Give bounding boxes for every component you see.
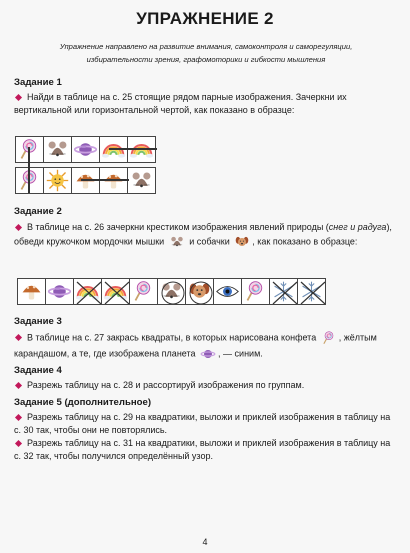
task5-instruction: Разрежь таблицу на с. 29 на квадратики, выложи и приклей изображения в таблицу на с. 30 так, чтобы они не повторялись. (14, 412, 391, 435)
dog-icon (232, 234, 252, 250)
lollipop-icon (129, 278, 158, 305)
task2-text-part: В таблице на с. 26 зачеркни крестиком изображения явлений природы ( (27, 222, 329, 232)
task4-text (14, 379, 396, 392)
task2-text (14, 221, 396, 250)
bullet-icon (15, 94, 22, 101)
bullet-icon (15, 440, 22, 447)
task1-instruction: Найди в таблице на с. 25 стоящие рядом парные изображения. Зачеркни их вертикальной или горизонтальной чертой, как показано в образце: (14, 92, 347, 115)
task3-text-part: В таблице на с. 27 закрась квадраты, в которых нарисована конфета (27, 332, 317, 343)
subtitle-line: избирательности зрения, графомоторики и гибкости мышления (86, 55, 326, 64)
mouse-icon (157, 278, 186, 305)
planet-icon (71, 136, 100, 163)
task4-instruction: Разрежь таблицу на с. 28 и рассортируй изображения по группам. (27, 380, 305, 390)
snowflake-icon (269, 278, 298, 305)
task1-text (14, 91, 396, 117)
task2-text-part: , как показано в образце: (252, 236, 358, 247)
task3-text-part: , — синим. (218, 348, 263, 359)
dog-icon (185, 278, 214, 305)
mushroom-icon (17, 278, 46, 305)
task2-sample-row (17, 278, 325, 305)
task2-heading: Задание 2 (14, 206, 62, 217)
page-subtitle (28, 40, 384, 66)
task1-sample-row-1 (15, 136, 155, 163)
bullet-icon (15, 382, 22, 389)
strike-line (109, 148, 157, 150)
lollipop-icon (319, 330, 339, 346)
task5-text-2 (14, 437, 396, 463)
task2-text-part: и собачки (189, 236, 230, 247)
task5-heading: Задание 5 (дополнительное) (14, 397, 152, 408)
bullet-icon (15, 224, 22, 231)
lollipop-icon (241, 278, 270, 305)
bullet-icon (15, 414, 22, 421)
snowflake-icon (297, 278, 326, 305)
mouse-icon (127, 167, 156, 194)
page-number: 4 (202, 537, 208, 547)
sun-icon (43, 167, 72, 194)
task1-sample-row-2 (15, 167, 155, 194)
subtitle-line: Упражнение направлено на развитие внимания, самоконтроля и саморегуляции, (59, 42, 353, 51)
task2-text-part: ), обведи кружочком мордочки мышки (14, 222, 392, 247)
strike-line (28, 147, 30, 193)
eye-icon (213, 278, 242, 305)
rainbow-icon (73, 278, 102, 305)
task3-heading: Задание 3 (14, 316, 62, 327)
planet-icon (45, 278, 74, 305)
task4-heading: Задание 4 (14, 365, 62, 376)
task5-text-1 (14, 411, 396, 437)
strike-line (81, 179, 129, 181)
planet-icon (198, 346, 218, 362)
mouse-icon (167, 234, 187, 250)
task2-italic: снег и радуга (328, 222, 387, 232)
bullet-icon (15, 334, 22, 341)
task3-text (14, 330, 396, 362)
mouse-icon (43, 136, 72, 163)
page-title: УПРАЖНЕНИЕ 2 (136, 9, 274, 28)
task1-heading: Задание 1 (14, 77, 62, 88)
rainbow-icon (101, 278, 130, 305)
task3-text-part: , жёлтым карандашом, а те, где изображена планета (14, 332, 377, 359)
task5-instruction: Разрежь таблицу на с. 31 на квадратики, выложи и приклей изображения в таблицу на с. 32 так, чтобы получился определённый узор. (14, 438, 391, 461)
